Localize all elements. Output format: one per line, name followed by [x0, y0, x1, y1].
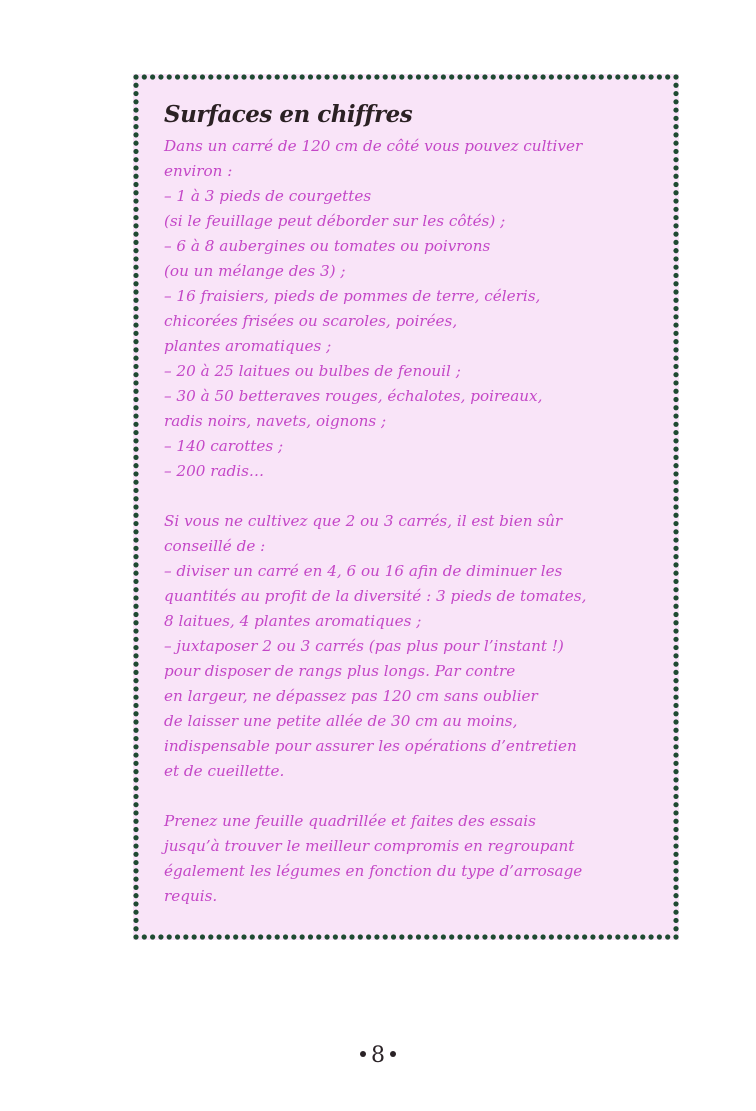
text-line: chicorées frisées ou scaroles, poirées,	[164, 312, 458, 330]
text-line: radis noirs, navets, oignons ;	[164, 412, 387, 430]
text-line: jusqu’à trouver le meilleur compromis en regroupant	[164, 837, 575, 855]
text-line: (ou un mélange des 3) ;	[164, 262, 346, 280]
text-line: et de cueillette.	[164, 762, 285, 780]
text-line: de laisser une petite allée de 30 cm au moins,	[164, 712, 518, 730]
text-line: conseillé de :	[164, 537, 266, 555]
info-box	[133, 74, 679, 940]
text-line: indispensable pour assurer les opérations d’entretien	[164, 737, 577, 755]
text-line: pour disposer de rangs plus longs. Par contre	[164, 662, 516, 680]
text-line: Si vous ne cultivez que 2 ou 3 carrés, il est bien sûr	[164, 512, 563, 530]
bullet-left-icon	[360, 1051, 366, 1057]
text-line: Dans un carré de 120 cm de côté vous pouvez cultiver	[164, 137, 583, 155]
text-line: – 6 à 8 aubergines ou tomates ou poivrons	[164, 237, 491, 255]
paragraph	[164, 134, 664, 484]
text-line: – diviser un carré en 4, 6 ou 16 afin de diminuer les	[164, 562, 563, 580]
paragraph	[164, 809, 664, 909]
text-line: plantes aromatiques ;	[164, 337, 332, 355]
text-line: 8 laitues, 4 plantes aromatiques ;	[164, 612, 422, 630]
paragraph	[164, 509, 664, 784]
text-line: environ :	[164, 162, 233, 180]
text-line: Prenez une feuille quadrillée et faites des essais	[164, 812, 536, 830]
text-line: – 140 carottes ;	[164, 437, 284, 455]
text-line: quantités au profit de la diversité : 3 pieds de tomates,	[164, 587, 587, 605]
text-line: en largeur, ne dépassez pas 120 cm sans oublier	[164, 687, 538, 705]
text-line: – 1 à 3 pieds de courgettes	[164, 187, 372, 205]
page-number: 8	[371, 1043, 385, 1068]
text-line: – 20 à 25 laitues ou bulbes de fenouil ;	[164, 362, 461, 380]
text-line: – 200 radis…	[164, 462, 265, 480]
box-title: Surfaces en chiffres	[164, 101, 413, 128]
page-footer	[0, 1043, 756, 1068]
bullet-right-icon	[390, 1051, 396, 1057]
text-line: également les légumes en fonction du type d’arrosage	[164, 862, 583, 880]
info-box-content	[164, 100, 664, 934]
text-line: requis.	[164, 887, 218, 905]
text-line: (si le feuillage peut déborder sur les côtés) ;	[164, 212, 506, 230]
box-body	[164, 134, 664, 909]
text-line: – 16 fraisiers, pieds de pommes de terre, céleris,	[164, 287, 541, 305]
text-line: – juxtaposer 2 ou 3 carrés (pas plus pour l’instant !)	[164, 637, 564, 655]
text-line: – 30 à 50 betteraves rouges, échalotes, poireaux,	[164, 387, 543, 405]
